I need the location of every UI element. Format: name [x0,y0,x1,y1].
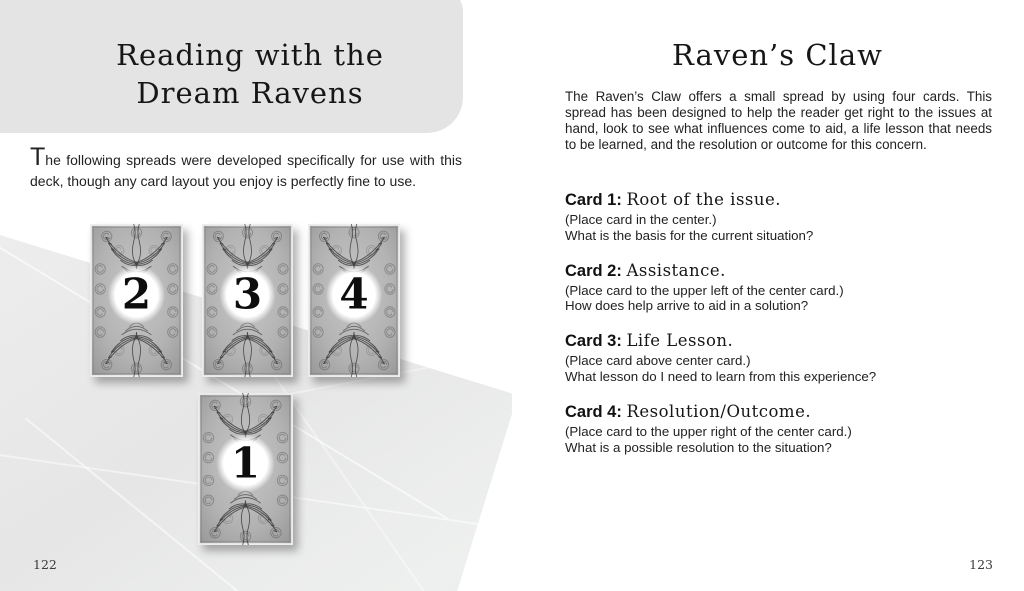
card-name: Life Lesson. [626,331,734,351]
title-line-1: Reading with the [116,38,384,72]
tarot-card-back [308,224,400,377]
tarot-card-back [90,224,183,377]
card-entry-4 [565,401,1005,456]
card-position-number: 4 [339,269,369,319]
card-label: Card 3: [565,332,622,351]
card-entry-3 [565,330,1005,385]
card-placement: (Place card to the upper right of the center card.) [565,423,852,439]
card-position-number: 2 [121,269,152,319]
crease-line [0,568,190,591]
chapter-intro: The Raven’s Claw offers a small spread by using four cards. This spread has been designed to help the reader get right to the issues at hand, look to see what influences come to aid, a life lesson that needs to be learned, and the resolution or outcome for this concern. [565,89,992,152]
card-placement: (Place card to the upper left of the center card.) [565,282,844,298]
card-label: Card 4: [565,402,622,421]
page-number-right: 123 [969,557,993,572]
card-entry-heading [565,401,1005,423]
card-name: Resolution/Outcome. [626,401,812,421]
tarot-card-back [202,224,293,377]
page-number-left: 122 [33,557,57,572]
card-entry-heading [565,189,1005,211]
card-question: What is the basis for the current situation? [565,227,814,243]
intro-text: he following spreads were developed specifically for use with this deck, though any card layout you enjoy is perfectly fine to use. [30,152,462,189]
card-entry-heading [565,330,1005,352]
intro-paragraph [30,143,462,192]
page-right [512,0,1024,591]
card-question: What lesson do I need to learn from this experience? [565,368,877,384]
tarot-card-back [198,393,293,545]
card-question: What is a possible resolution to the situation? [565,439,832,455]
card-placement: (Place card in the center.) [565,212,717,227]
card-entries-list [565,189,1005,471]
card-label: Card 1: [565,191,622,209]
card-label: Card 2: [565,261,622,280]
card-position-number: 3 [232,269,263,319]
page-title [60,36,440,112]
card-position-number: 1 [230,438,261,488]
title-line-2: Dream Ravens [136,76,364,110]
card-entry-1 [565,189,1005,244]
card-entry-heading [565,260,1005,282]
card-entry-2 [565,260,1005,315]
chapter-title: Raven’s Claw [672,38,883,72]
card-name: Root of the issue. [626,190,782,209]
card-placement: (Place card above center card.) [565,353,751,369]
card-question: How does help arrive to aid in a solution? [565,298,809,314]
dropcap-letter: T [30,143,46,171]
card-name: Assistance. [626,260,726,280]
